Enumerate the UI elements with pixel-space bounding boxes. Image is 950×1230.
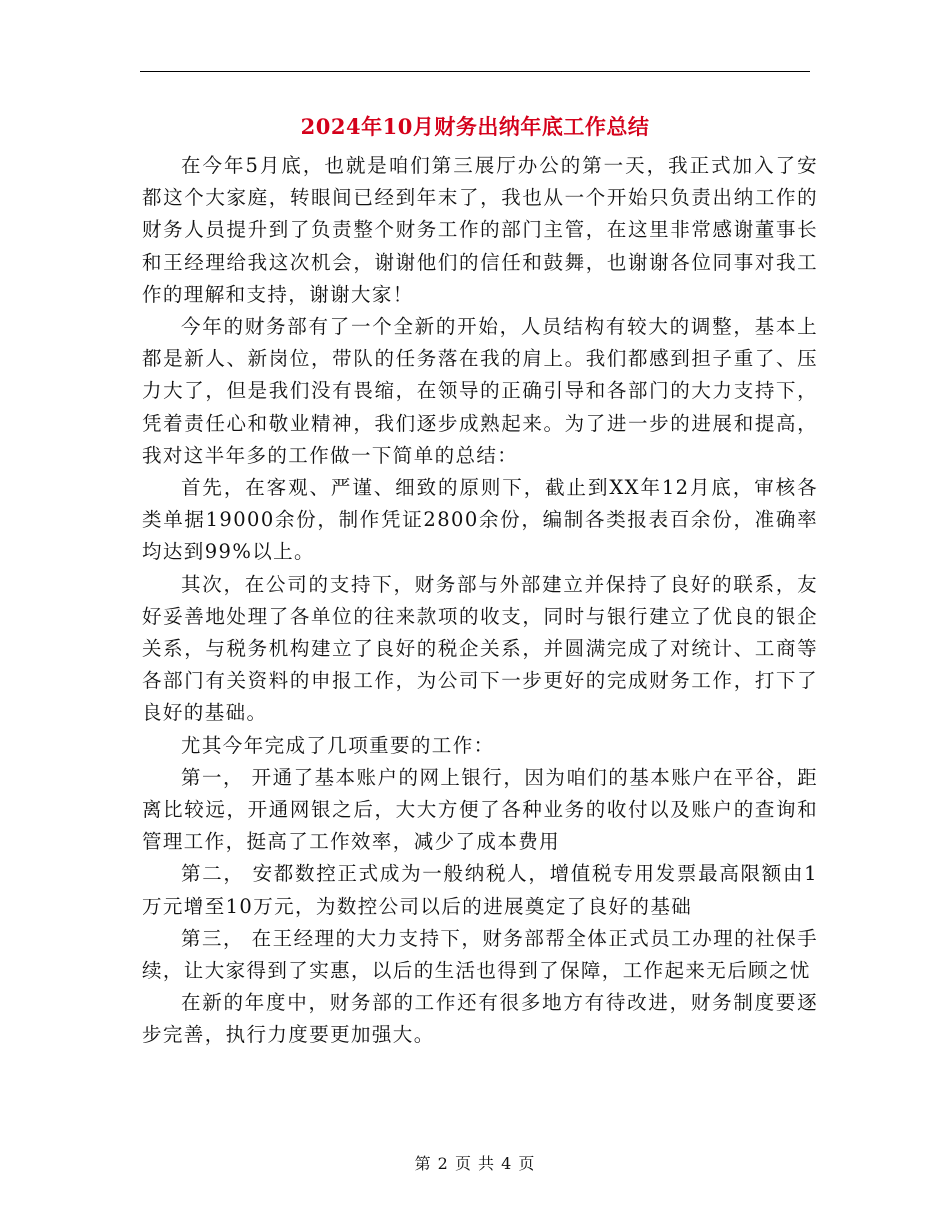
paragraph-item-one: 第一， 开通了基本账户的网上银行，因为咱们的基本账户在平谷，距离比较远，开通网银之后，大大方便了各种业务的收付以及账户的查询和管理工作，挺高了工作效率，减少了成本费用 [142, 765, 818, 854]
paragraph-key-work-heading: 尤其今年完成了几项重要的工作： [181, 733, 495, 757]
document-title: 2024年10月财务出纳年底工作总结 [300, 114, 650, 139]
paragraph-outlook: 在新的年度中，财务部的工作还有很多地方有待改进，财务制度要逐步完善，执行力度要更加强大。 [142, 991, 818, 1047]
paragraph-intro: 在今年5月底，也就是咱们第三展厅办公的第一天，我正式加入了安都这个大家庭，转眼间已经到年末了，我也从一个开始只负责出纳工作的财务人员提升到了负责整个财务工作的部门主管，在这里非常感谢董事长和王经理给我这次机会，谢谢他们的信任和鼓舞，也谢谢各位同事对我工作的理解和支持，谢谢大家！ [142, 154, 818, 306]
header-rule [140, 71, 810, 72]
paragraph-item-two: 第二， 安都数控正式成为一般纳税人，增值税专用发票最高限额由1万元增至10万元，为数控公司以后的进展奠定了良好的基础 [142, 862, 818, 918]
paragraph-overview: 今年的财务部有了一个全新的开始，人员结构有较大的调整，基本上都是新人、新岗位，带队的任务落在我的肩上。我们都感到担子重了、压力大了，但是我们没有畏缩，在领导的正确引导和各部门的大力支持下，凭着责任心和敬业精神，我们逐步成熟起来。为了进一步的进展和提高，我对这半年多的工作做一下简单的总结： [142, 315, 818, 467]
paragraph-item-three: 第三， 在王经理的大力支持下，财务部帮全体正式员工办理的社保手续，让大家得到了实惠，以后的生活也得到了保障，工作起来无后顾之忧 [142, 926, 818, 983]
document-body [142, 150, 818, 1052]
paragraph-first-point: 首先，在客观、严谨、细致的原则下，截止到XX年12月底，审核各类单据19000余份，制作凭证2800余份，编制各类报表百余份，准确率均达到99%以上。 [142, 476, 818, 564]
page-number-footer: 第 2 页 共 4 页 [414, 1154, 536, 1173]
paragraph-second-point: 其次，在公司的支持下，财务部与外部建立并保持了良好的联系，友好妥善地处理了各单位的往来款项的收支，同时与银行建立了优良的银企关系，与税务机构建立了良好的税企关系，并圆满完成了对统计、工商等各部门有关资料的申报工作，为公司下一步更好的完成财务工作，打下了良好的基础。 [142, 572, 818, 725]
